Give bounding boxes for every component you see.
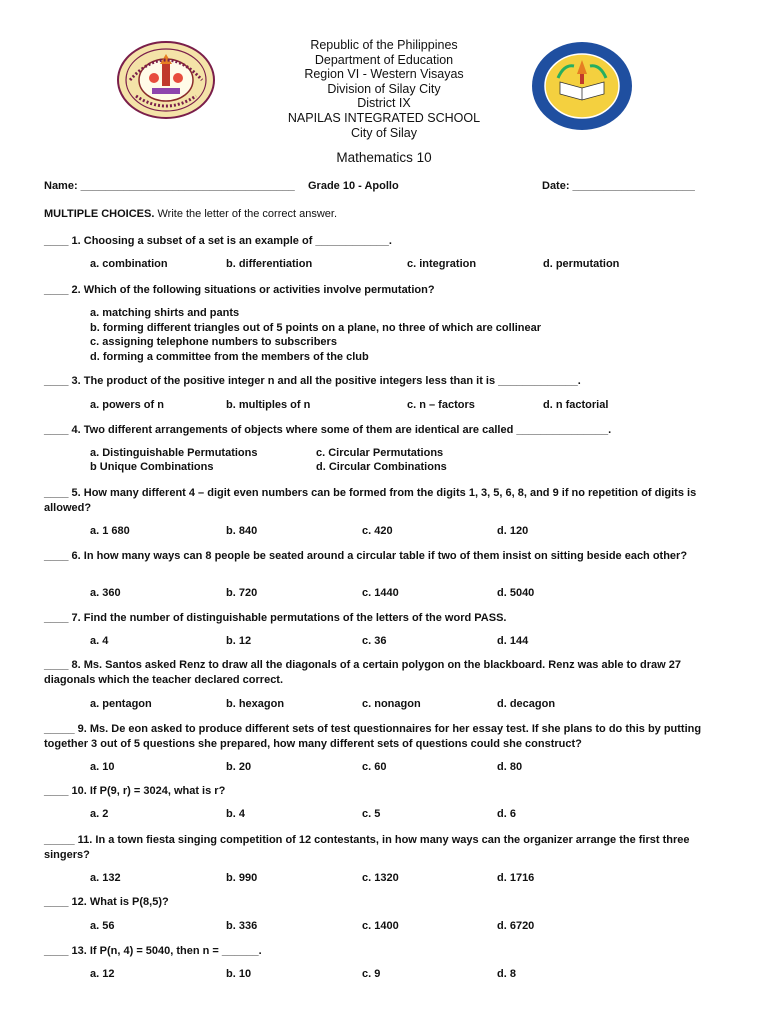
question-text: _____ 11. In a town fiesta singing competition of 12 contestants, in how many ways can the organizer arrange the first three singers? <box>44 834 690 861</box>
choice: c. integration <box>407 258 477 270</box>
choice: a. 360 <box>90 587 121 599</box>
header-line: City of Silay <box>351 125 417 140</box>
question-text: ____ 7. Find the number of distinguishable permutations of the letters of the word PASS. <box>44 612 507 624</box>
choice: a. 2 <box>90 808 109 820</box>
header-line: Department of Education <box>314 52 454 67</box>
choice: d. forming a committee from the members of the club <box>90 350 369 363</box>
choice: b Unique Combinations <box>90 461 214 473</box>
choice: b. 720 <box>226 587 258 599</box>
choice: c. 1320 <box>362 872 399 884</box>
instructions-text: Write the letter of the correct answer. <box>154 208 338 220</box>
choice: d. 6720 <box>497 920 535 932</box>
choice: a. 56 <box>90 920 115 932</box>
school-seal-icon <box>530 40 634 132</box>
choice: c. 1440 <box>362 587 399 599</box>
choice: a. 4 <box>90 635 109 647</box>
choice: c. 36 <box>362 635 387 647</box>
choice: b. 4 <box>226 808 245 820</box>
question-text: ____ 5. How many different 4 – digit even numbers can be formed from the digits 1, 3, 5, 6, 8, and 9 if no repetition of digits is allowed? <box>44 487 697 514</box>
choice: d. 8 <box>497 968 516 980</box>
choice: c. 5 <box>362 808 381 820</box>
school-header <box>234 38 534 140</box>
choice: b. 10 <box>226 968 252 980</box>
choice: d. permutation <box>543 258 620 270</box>
choice: d. decagon <box>497 698 556 710</box>
choice: a. 10 <box>90 761 115 773</box>
choice: b. hexagon <box>226 698 285 710</box>
deped-seal-icon <box>116 40 216 120</box>
choice: a. 132 <box>90 872 121 884</box>
date-field[interactable]: Date: ____________________ <box>542 180 695 192</box>
choice: b. multiples of n <box>226 399 311 411</box>
question-text: ____ 8. Ms. Santos asked Renz to draw all the diagonals of a certain polygon on the blackboard. Renz was able to draw 27 diagonals which the teacher declared correct. <box>44 659 681 686</box>
choice-list <box>90 306 541 364</box>
choice: c. 9 <box>362 968 381 980</box>
choice: a. 12 <box>90 968 115 980</box>
question-text: ____ 12. What is P(8,5)? <box>44 896 169 908</box>
choice: a. matching shirts and pants <box>90 307 240 319</box>
header-line: Republic of the Philippines <box>310 38 458 52</box>
question-text: ____ 6. In how many ways can 8 people be seated around a circular table if two of them insist on sitting beside each other? <box>44 550 688 562</box>
header-line: Division of Silay City <box>327 81 441 96</box>
choice: d. Circular Combinations <box>316 461 447 473</box>
choice: c. 420 <box>362 525 393 537</box>
choice: c. assigning telephone numbers to subscribers <box>90 336 337 348</box>
question-text: ____ 10. If P(9, r) = 3024, what is r? <box>44 785 226 797</box>
choice: b. 990 <box>226 872 258 884</box>
choice: a. combination <box>90 258 168 270</box>
choice: a. pentagon <box>90 698 152 710</box>
choice: d. n factorial <box>543 399 609 411</box>
choice: c. 1400 <box>362 920 399 932</box>
choice: c. Circular Permutations <box>316 447 444 459</box>
question-text: ____ 2. Which of the following situations or activities involve permutation? <box>44 284 435 296</box>
choice: a. 1 680 <box>90 525 130 537</box>
instructions-heading: MULTIPLE CHOICES. <box>44 208 155 220</box>
choice: d. 80 <box>497 761 523 773</box>
choice: b. 20 <box>226 761 252 773</box>
choice: a. powers of n <box>90 399 164 411</box>
question-text: _____ 9. Ms. De eon asked to produce different sets of test questionnaires for her essay test. If she plans to do this by putting together 3 out of 5 questions she prepared, how many different sets of questions could she construct? <box>44 723 702 750</box>
choice: b. 336 <box>226 920 258 932</box>
choice: d. 144 <box>497 635 529 647</box>
question-text: ____ 1. Choosing a subset of a set is an example of ____________. <box>44 235 392 247</box>
choice: c. n – factors <box>407 399 475 411</box>
question-text: ____ 3. The product of the positive integer n and all the positive integers less than it is _____________. <box>44 375 581 387</box>
question-text: ____ 4. Two different arrangements of objects where some of them are identical are called _______________. <box>44 424 612 436</box>
choice: d. 6 <box>497 808 516 820</box>
choice: c. nonagon <box>362 698 421 710</box>
instructions <box>44 208 337 220</box>
header-line: District IX <box>357 96 411 111</box>
choice: d. 1716 <box>497 872 535 884</box>
choice: d. 120 <box>497 525 529 537</box>
subject-title: Mathematics 10 <box>336 150 432 165</box>
choice: b. forming different triangles out of 5 points on a plane, no three of which are collinear <box>90 321 542 334</box>
grade-label: Grade 10 - Apollo <box>308 180 399 192</box>
choice: b. 12 <box>226 635 252 647</box>
choice: a. Distinguishable Permutations <box>90 447 258 459</box>
header-line: Region VI - Western Visayas <box>304 67 464 82</box>
choice: b. 840 <box>226 525 258 537</box>
name-field[interactable]: Name: ___________________________________ <box>44 180 295 192</box>
choice: b. differentiation <box>226 258 313 270</box>
choice: d. 5040 <box>497 587 535 599</box>
header-line: NAPILAS INTEGRATED SCHOOL <box>287 110 481 125</box>
question-text: ____ 13. If P(n, 4) = 5040, then n = ______. <box>44 945 262 957</box>
choice: c. 60 <box>362 761 387 773</box>
